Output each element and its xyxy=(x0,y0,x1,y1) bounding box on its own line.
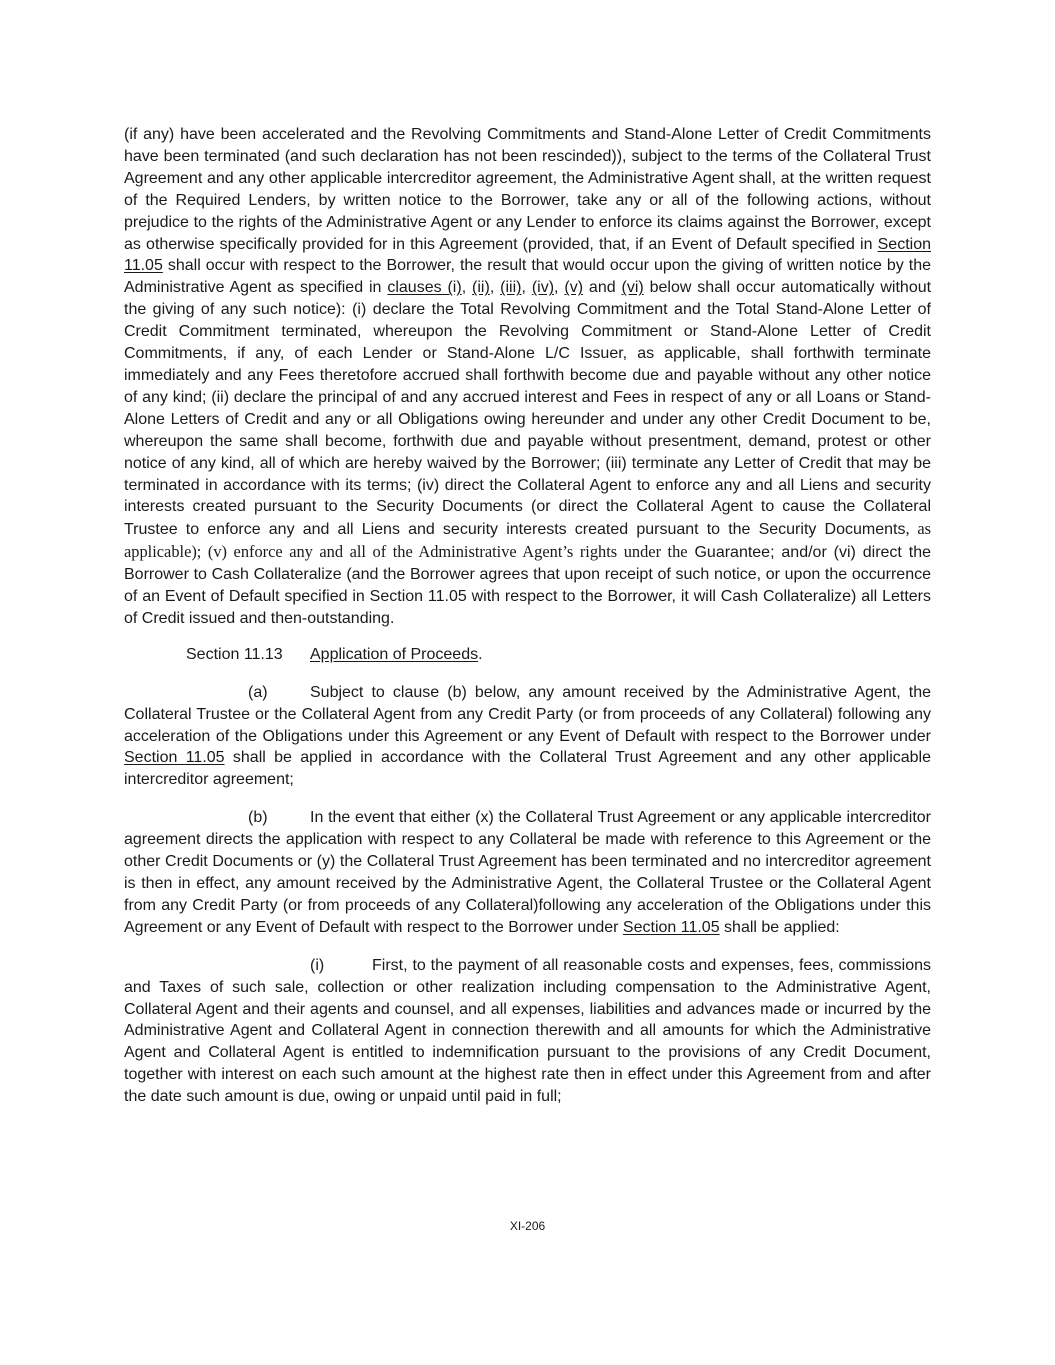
clause-label: (i) xyxy=(310,956,325,974)
separator: , xyxy=(554,279,565,297)
cross-reference-clause-ii: (ii) xyxy=(472,279,490,297)
text: shall be applied: xyxy=(719,918,840,936)
cross-reference-clause-iii: (iii) xyxy=(500,279,522,297)
cross-reference-clause-iv: (iv) xyxy=(531,279,555,297)
section-heading xyxy=(186,644,931,666)
text-serif-run: , as applicable); (v) enforce any and all of the Administrative Agent’s rights under the xyxy=(124,519,931,562)
cross-reference-clause-v: (v) xyxy=(564,279,584,297)
paragraph-remedies xyxy=(124,124,931,630)
clause-b xyxy=(124,807,931,938)
section-title: Application of Proceeds xyxy=(310,645,479,663)
text: First, to the payment of all reasonable costs and expenses, fees, commissions and Taxes of such sale, collection or other realization including compensation to the Administrative Agent, Collateral Agent and their agents and counsel, and all expenses, liabilities and advances made or incurred by the Administrative Agent and Collateral Agent in connection therewith and all amounts for which the Administrative Agent and Collateral Agent is entitled to indemnification pursuant to the provisions of any Credit Document, together with interest on each such amount at the highest rate then in effect under this Agreement from and after the date such amount is due, owing or unpaid until paid in full; xyxy=(124,956,931,1106)
clause-a xyxy=(124,682,931,792)
clause-label: (a) xyxy=(248,683,268,701)
cross-reference-section-11-05: Section 11.05 xyxy=(622,918,720,936)
text: below shall occur automatically without the giving of any such notice): (i) declare the Total Revolving Commitment and the Total Stand-Alone Letter of Credit Commitment terminated, whereupon the Revolving Commitment or Stand-Alone Letter of Credit Commitments, if any, of each Lender or Stand-Alone L/C Issuer, as applicable, shall forthwith terminate immediately and any Fees theretofore accrued shall forthwith become due and payable without any other notice of any kind; (ii) declare the principal of and any accrued interest and Fees in respect of any or all Loans or Stand-Alone Letters of Credit and any or all Obligations owing hereunder and under any other Credit Document to be, whereupon the same shall become, forthwith due and payable without presentment, demand, protest or other notice of any kind, all of which are hereby waived by the Borrower; (iii) terminate any Letter of Credit that may be terminated in accordance with its terms; (iv) direct the Collateral Agent to enforce any and all Liens and security interests created pursuant to the Security Documents (or direct the Collateral Agent to cause the Collateral Trustee to enforce any and all Liens and security interests created pursuant to the Security Documents xyxy=(124,279,932,539)
separator: and xyxy=(583,279,622,297)
document-page xyxy=(124,124,931,1108)
cross-reference-section-11-05: Section 11.05 xyxy=(124,749,225,767)
text: shall be applied in accordance with the Collateral Trust Agreement and any other applicable intercreditor agreement; xyxy=(124,749,931,789)
separator: , xyxy=(521,279,532,297)
text: Guarantee; and/or (vi) direct the Borrower to Cash Collateralize (and the Borrower agrees that upon receipt of such notice, or upon the occurrence of an Event of Default specified in Section 11.05 with respect to the Borrower, it will Cash Collateralize) all Letters of Credit issued and then-outstanding. xyxy=(124,544,931,627)
text: Subject to clause (b) below, any amount received by the Administrative Agent, the Collateral Trustee or the Collateral Agent from any Credit Party (or from proceeds of any Collateral) following any acceleration of the Obligations under this Agreement or any Event of Default with respect to the Borrower under xyxy=(124,683,931,745)
text: shall occur with respect to the Borrower, the result that would occur upon the giving of written notice by the Administrative Agent as specified in xyxy=(124,257,931,297)
cross-reference-clause-i: clauses (i) xyxy=(387,279,462,297)
text: (if any) have been accelerated and the Revolving Commitments and Stand-Alone Letter of Credit Commitments have been terminated (and such declaration has not been rescinded)), subject to the terms of the Collateral Trust Agreement and any other applicable intercreditor agreement, the Administrative Agent shall, at the written request of the Required Lenders, by written notice to the Borrower, take any or all of the following actions, without prejudice to the rights of the Administrative Agent or any Lender to enforce its claims against the Borrower, except as otherwise specifically provided for in this Agreement (provided, that, if an Event of Default specified in xyxy=(124,126,931,253)
section-title-period: . xyxy=(478,645,483,663)
separator: , xyxy=(489,279,501,297)
separator: , xyxy=(461,279,473,297)
section-number: Section 11.13 xyxy=(186,645,283,663)
page-number: XI-206 xyxy=(509,1219,546,1233)
clause-i xyxy=(124,955,931,1108)
text: In the event that either (x) the Collateral Trust Agreement or any applicable intercreditor agreement directs the application with respect to any Collateral be made with reference to this Agreement or the other Credit Documents or (y) the Collateral Trust Agreement has been terminated and no intercreditor agreement is then in effect, any amount received by the Administrative Agent, the Collateral Trustee or the Collateral Agent from any Credit Party (or from proceeds of any Collateral)following any acceleration of the Obligations under this Agreement or any Event of Default with respect to the Borrower under xyxy=(124,809,931,936)
cross-reference-clause-vi: (vi) xyxy=(621,279,644,297)
clause-label: (b) xyxy=(248,809,268,827)
cross-reference-section-11-05: Section 11.05 xyxy=(124,235,931,275)
